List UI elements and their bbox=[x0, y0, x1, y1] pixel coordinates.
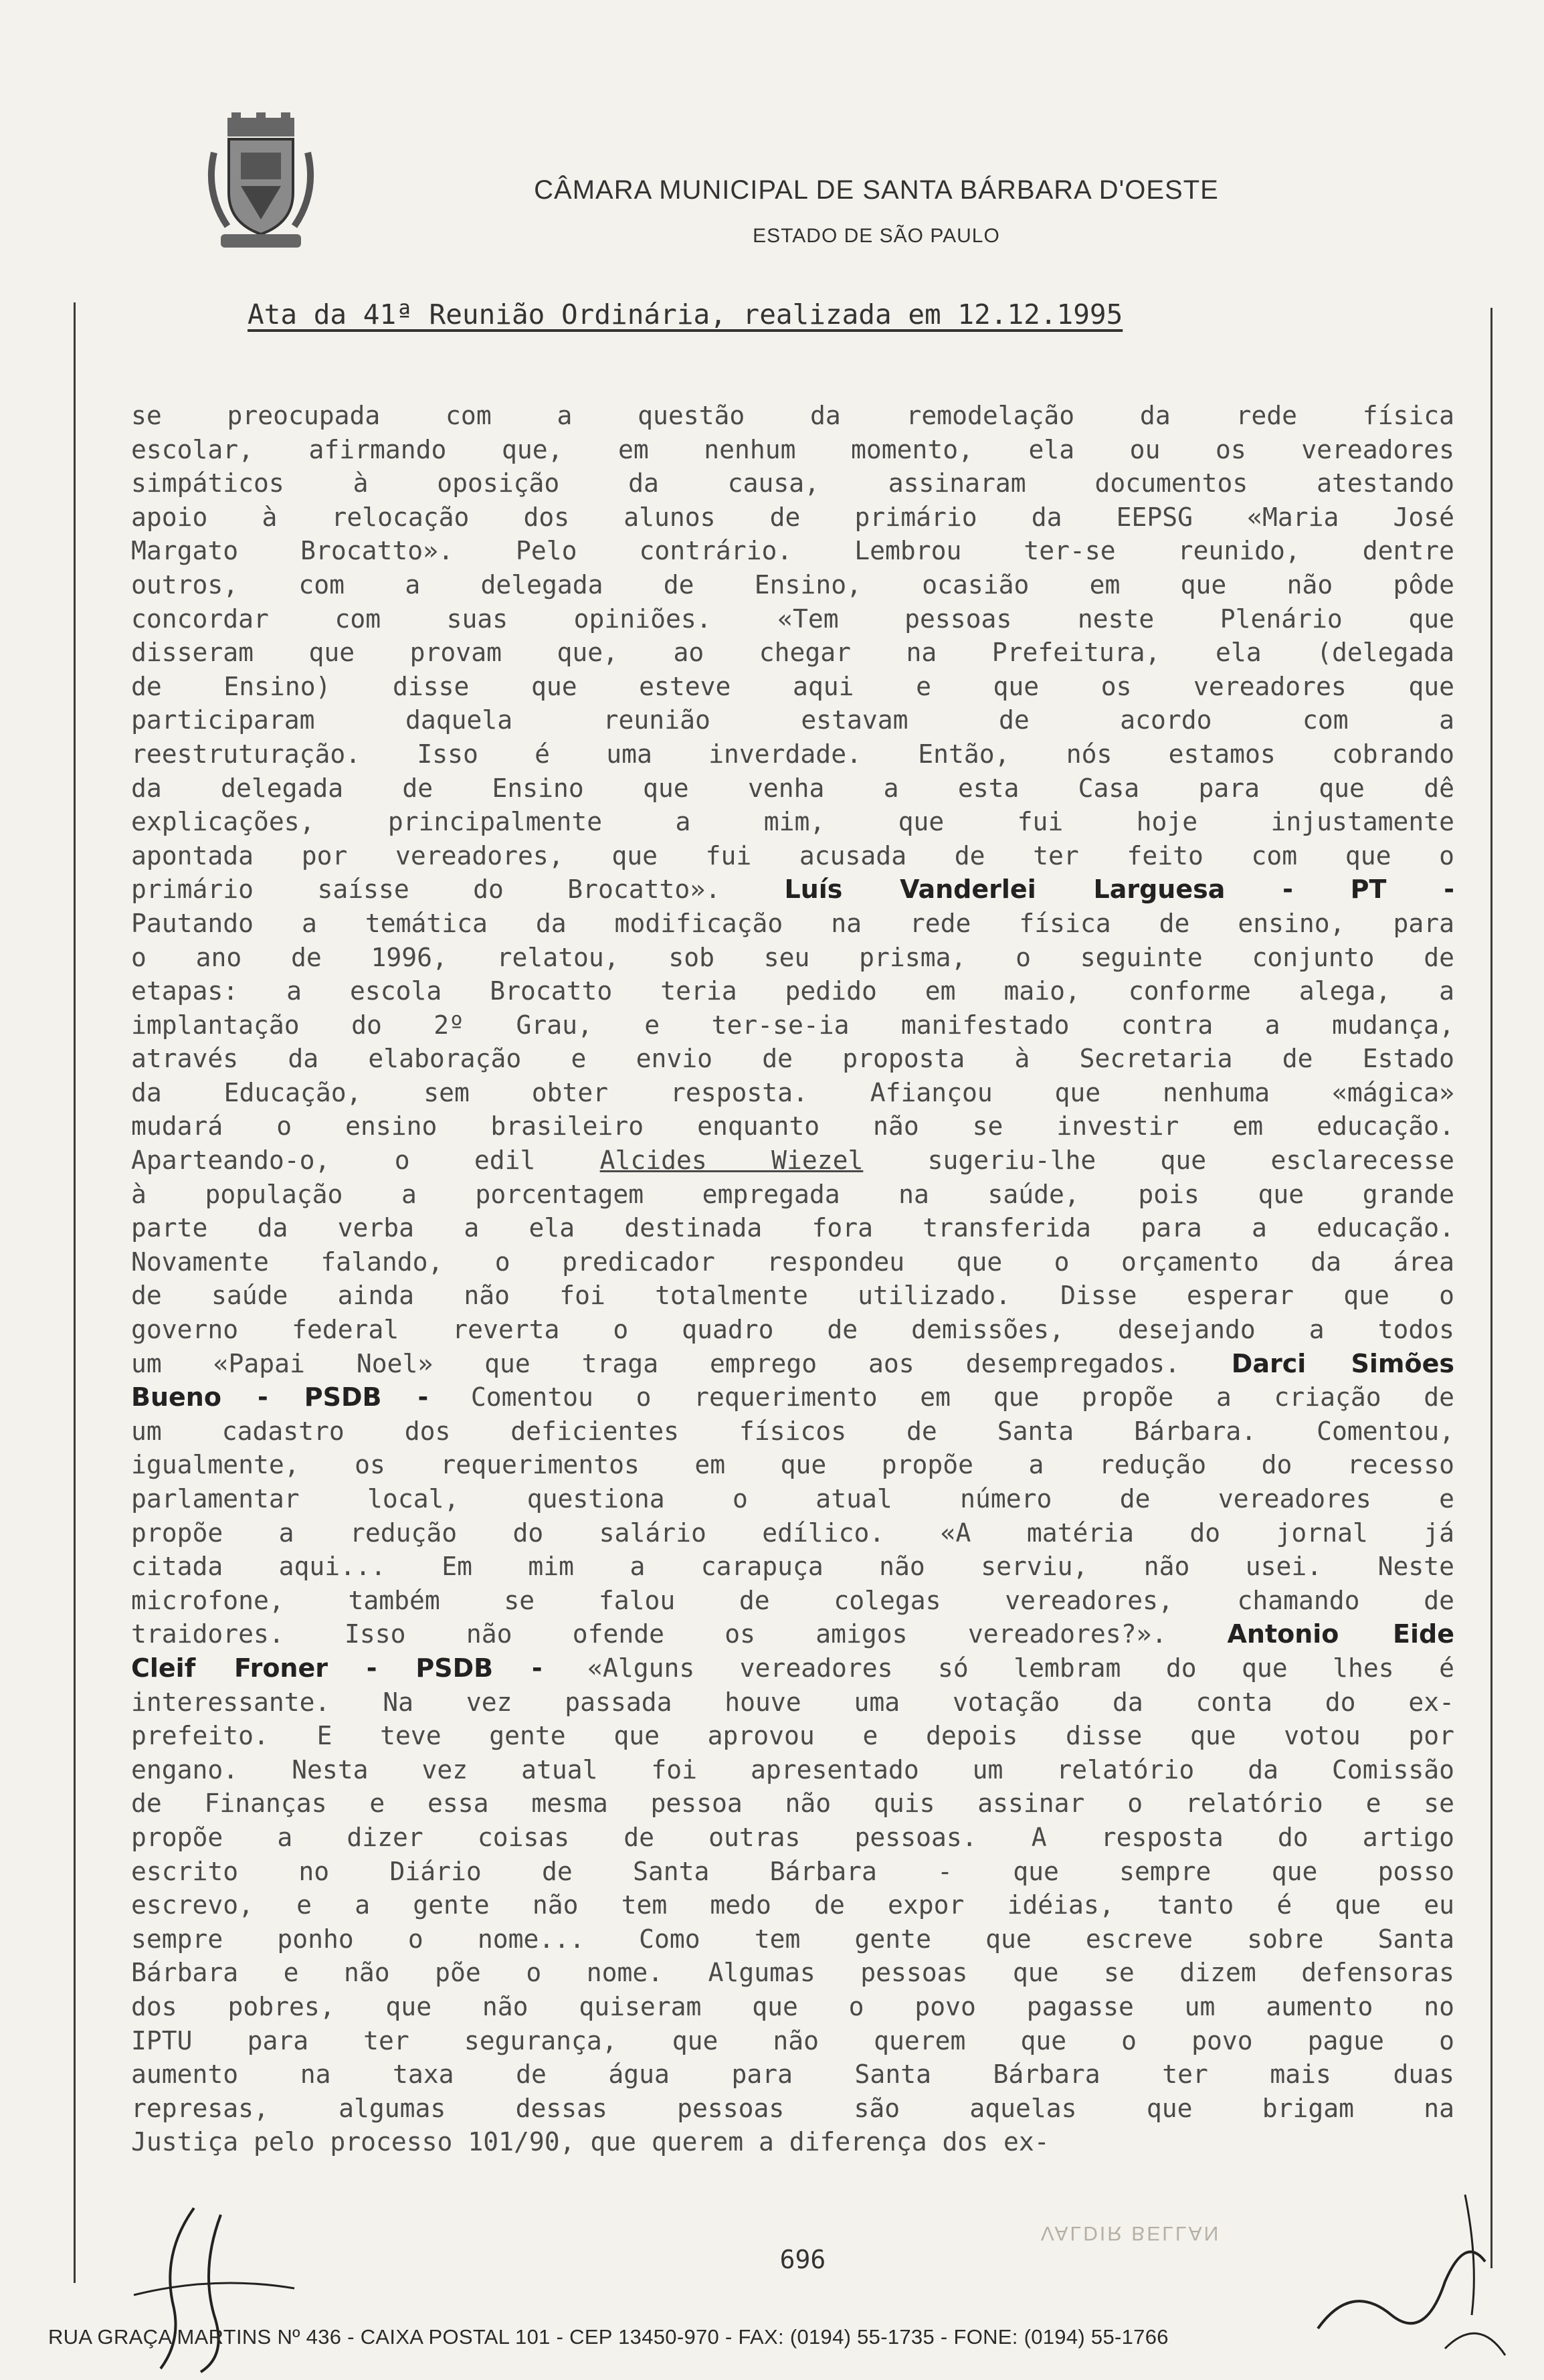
speaker-name: Darci Simões bbox=[1231, 1348, 1454, 1378]
body-line: microfone, também se falou de colegas vereadores, chamando de bbox=[131, 1585, 1454, 1615]
body-line bbox=[131, 1380, 1454, 1414]
body-line: igualmente, os requerimentos em que propõe a redução do recesso bbox=[131, 1450, 1454, 1480]
body-line: citada aqui... Em mim a carapuça não serviu, não usei. Neste bbox=[131, 1552, 1454, 1582]
body-line bbox=[131, 1651, 1454, 1685]
body-text-run: sugeriu-lhe que esclarecesse bbox=[863, 1146, 1454, 1176]
page-number: 696 bbox=[779, 2245, 826, 2274]
body-text-run: «Alguns vereadores só lembram do que lhes é bbox=[542, 1653, 1454, 1683]
body-line bbox=[131, 1143, 1454, 1178]
body-line: escolar, afirmando que, em nenhum momento, ela ou os vereadores bbox=[131, 434, 1454, 464]
body-line: parlamentar local, questiona o atual número de vereadores e bbox=[131, 1484, 1454, 1514]
body-line: se preocupada com a questão da remodelação da rede física bbox=[131, 401, 1454, 430]
body-line: outros, com a delegada de Ensino, ocasião em que não pôde bbox=[131, 569, 1454, 600]
body-line: aumento na taxa de água para Santa Bárbara ter mais duas bbox=[131, 2059, 1454, 2090]
speaker-name: Bueno - PSDB - bbox=[131, 1382, 429, 1412]
body-line bbox=[131, 1617, 1454, 1651]
body-line: Margato Brocatto». Pelo contrário. Lembrou ter-se reunido, dentre bbox=[131, 536, 1454, 566]
body-line: da Educação, sem obter resposta. Afiançou que nenhuma «mágica» bbox=[131, 1077, 1454, 1107]
org-name: CÂMARA MUNICIPAL DE SANTA BÁRBARA D'OESTE bbox=[534, 175, 1219, 205]
body-line: Pautando a temática da modificação na rede física de ensino, para bbox=[131, 908, 1454, 938]
org-state: ESTADO DE SÃO PAULO bbox=[753, 225, 1000, 247]
body-line: simpáticos à oposição da causa, assinaram documentos atestando bbox=[131, 468, 1454, 498]
speaker-name: Cleif Froner - PSDB - bbox=[131, 1653, 543, 1683]
body-line bbox=[131, 1347, 1454, 1381]
speaker-name: Antonio Eide bbox=[1227, 1619, 1454, 1649]
body-line: participaram daquela reunião estavam de acordo com a bbox=[131, 705, 1454, 735]
body-line: de Ensino) disse que esteve aqui e que os vereadores que bbox=[131, 671, 1454, 701]
minutes-body bbox=[131, 399, 1454, 2159]
body-line: implantação do 2º Grau, e ter-se-ia manifestado contra a mudança, bbox=[131, 1010, 1454, 1040]
speaker-name: Luís Vanderlei Larguesa - PT - bbox=[784, 875, 1454, 905]
body-line: etapas: a escola Brocatto teria pedido em maio, conforme alega, a bbox=[131, 976, 1454, 1006]
body-line: Justiça pelo processo 101/90, que querem a diferença dos ex- bbox=[131, 2127, 1050, 2157]
body-line: Bárbara e não põe o nome. Algumas pessoas que se dizem defensoras bbox=[131, 1958, 1454, 1988]
body-text-run: traidores. Isso não ofende os amigos vereadores?». bbox=[131, 1619, 1228, 1649]
body-line: dos pobres, que não quiseram que o povo pagasse um aumento no bbox=[131, 1991, 1454, 2021]
body-line: escrevo, e a gente não tem medo de expor idéias, tanto é que eu bbox=[131, 1890, 1454, 1920]
body-line: disseram que provam que, ao chegar na Prefeitura, ela (delegada bbox=[131, 638, 1454, 668]
body-line: reestruturação. Isso é uma inverdade. Então, nós estamos cobrando bbox=[131, 739, 1454, 769]
body-line: engano. Nesta vez atual foi apresentado um relatório da Comissão bbox=[131, 1754, 1454, 1784]
stamp-bleed-through: VALDIR BELLAN bbox=[1040, 2222, 1221, 2244]
body-line: de Finanças e essa mesma pessoa não quis assinar o relatório e se bbox=[131, 1789, 1454, 1819]
body-line: à população a porcentagem empregada na saúde, pois que grande bbox=[131, 1179, 1454, 1209]
document-title: Ata da 41ª Reunião Ordinária, realizada em 12.12.1995 bbox=[248, 298, 1123, 331]
body-line: apoio à relocação dos alunos de primário da EEPSG «Maria José bbox=[131, 502, 1454, 532]
body-line: prefeito. E teve gente que aprovou e depois disse que votou por bbox=[131, 1721, 1454, 1751]
body-line: represas, algumas dessas pessoas são aquelas que brigam na bbox=[131, 2093, 1454, 2123]
body-line: propõe a dizer coisas de outras pessoas. A resposta do artigo bbox=[131, 1822, 1454, 1852]
body-line: concordar com suas opiniões. «Tem pessoas neste Plenário que bbox=[131, 604, 1454, 634]
body-line: escrito no Diário de Santa Bárbara - que sempre que posso bbox=[131, 1856, 1454, 1886]
body-line: mudará o ensino brasileiro enquanto não se investir em educação. bbox=[131, 1111, 1454, 1141]
body-line: apontada por vereadores, que fui acusada de ter feito com que o bbox=[131, 840, 1454, 871]
body-line: interessante. Na vez passada houve uma votação da conta do ex- bbox=[131, 1687, 1454, 1717]
body-text-run: primário saísse do Brocatto». bbox=[131, 875, 785, 905]
body-line: sempre ponho o nome... Como tem gente que escreve sobre Santa bbox=[131, 1924, 1454, 1954]
right-margin-rule bbox=[1490, 308, 1492, 2268]
body-line: da delegada de Ensino que venha a esta Casa para que dê bbox=[131, 773, 1454, 803]
footer-address: RUA GRAÇA MARTINS Nº 436 - CAIXA POSTAL 101 - CEP 13450-970 - FAX: (0194) 55-1735 - FONE: (0194) 55-1766 bbox=[48, 2325, 1169, 2349]
body-line bbox=[131, 873, 1454, 907]
body-line: explicações, principalmente a mim, que fui hoje injustamente bbox=[131, 807, 1454, 837]
municipal-crest-icon bbox=[201, 112, 321, 253]
body-line: o ano de 1996, relatou, sob seu prisma, o seguinte conjunto de bbox=[131, 942, 1454, 972]
body-line: governo federal reverta o quadro de demissões, desejando a todos bbox=[131, 1315, 1454, 1345]
underlined-name: Alcides Wiezel bbox=[599, 1146, 864, 1176]
body-text-run: Comentou o requerimento em que propõe a criação de bbox=[428, 1382, 1454, 1412]
body-line: de saúde ainda não foi totalmente utilizado. Disse esperar que o bbox=[131, 1281, 1454, 1311]
body-line: IPTU para ter segurança, que não querem que o povo pague o bbox=[131, 2025, 1454, 2055]
body-line: um cadastro dos deficientes físicos de Santa Bárbara. Comentou, bbox=[131, 1416, 1454, 1446]
body-text-run: um «Papai Noel» que traga emprego aos desempregados. bbox=[131, 1348, 1232, 1378]
body-line: Novamente falando, o predicador respondeu que o orçamento da área bbox=[131, 1247, 1454, 1277]
body-line: através da elaboração e envio de proposta à Secretaria de Estado bbox=[131, 1044, 1454, 1074]
body-text-run: Aparteando-o, o edil bbox=[131, 1146, 600, 1176]
body-line: propõe a redução do salário edílico. «A matéria do jornal já bbox=[131, 1518, 1454, 1548]
body-line: parte da verba a ela destinada fora transferida para a educação. bbox=[131, 1213, 1454, 1243]
left-margin-rule bbox=[74, 302, 76, 2283]
